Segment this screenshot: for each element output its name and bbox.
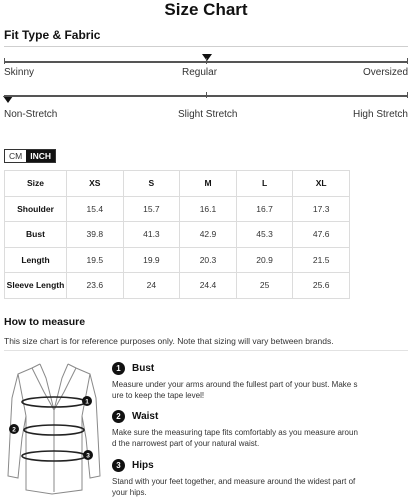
table-cell: 23.6 [67, 273, 124, 299]
fit-selected-marker-icon [202, 54, 212, 61]
table-cell: 16.7 [236, 196, 293, 222]
table-cell: 21.5 [293, 247, 350, 273]
table-cell: 17.3 [293, 196, 350, 222]
step-title-hips: Hips [132, 460, 154, 471]
step-number-badge: 2 [112, 410, 125, 423]
fabric-scale-tick [206, 92, 207, 98]
table-cell: 25.6 [293, 273, 350, 299]
table-cell: 45.3 [236, 222, 293, 248]
table-cell: 41.3 [123, 222, 180, 248]
fit-section-title: Fit Type & Fabric [4, 28, 101, 42]
column-header: Size [5, 171, 67, 197]
column-header: M [180, 171, 237, 197]
row-label: Length [5, 247, 67, 273]
column-header: L [236, 171, 293, 197]
jacket-diagram-icon [4, 358, 104, 498]
table-cell: 42.9 [180, 222, 237, 248]
table-cell: 25 [236, 273, 293, 299]
how-to-measure-title: How to measure [4, 316, 86, 328]
fit-label-skinny: Skinny [4, 67, 35, 78]
step-description: Make sure the measuring tape fits comfortably as you measure aroun d the narrowest part of your natural waist. [112, 428, 358, 448]
size-table [4, 170, 350, 299]
table-cell: 39.8 [67, 222, 124, 248]
diagram-marker-label: 2 [12, 426, 16, 434]
step-number-badge: 3 [112, 459, 125, 472]
table-cell: 15.7 [123, 196, 180, 222]
fabric-selected-marker-icon [3, 96, 13, 103]
table-row [5, 222, 350, 248]
table-cell: 15.4 [67, 196, 124, 222]
fit-label-regular: Regular [182, 67, 218, 78]
fabric-scale-tick [407, 92, 408, 98]
step-description: Stand with your feet together, and measure around the widest part of your hips. [112, 477, 356, 497]
fabric-label-non-stretch: Non-Stretch [4, 109, 58, 120]
step-title-waist: Waist [132, 411, 159, 422]
step-description: Measure under your arms around the fullest part of your bust. Make s ure to keep the tape level! [112, 380, 358, 400]
fit-scale-tick [206, 58, 207, 64]
row-label: Bust [5, 222, 67, 248]
table-header-row [5, 171, 350, 197]
page-title: Size Chart [164, 0, 248, 19]
table-row [5, 196, 350, 222]
fit-scale-tick [407, 58, 408, 64]
row-label: Sleeve Length [5, 273, 67, 299]
table-cell: 47.6 [293, 222, 350, 248]
table-row [5, 273, 350, 299]
unit-inch-button[interactable]: INCH [26, 150, 55, 162]
fit-scale-tick [4, 58, 5, 64]
diagram-marker-label: 3 [86, 452, 90, 460]
unit-cm-button[interactable]: CM [5, 150, 26, 162]
table-cell: 19.9 [123, 247, 180, 273]
column-header: S [123, 171, 180, 197]
diagram-marker-label: 1 [85, 398, 89, 406]
table-cell: 19.5 [67, 247, 124, 273]
table-cell: 24 [123, 273, 180, 299]
unit-toggle [4, 149, 56, 163]
table-row [5, 247, 350, 273]
table-cell: 20.9 [236, 247, 293, 273]
how-to-measure-note: This size chart is for reference purposes only. Note that sizing will vary between brands. [4, 336, 334, 346]
fabric-label-high-stretch: High Stretch [352, 109, 408, 120]
table-cell: 16.1 [180, 196, 237, 222]
section-divider [4, 350, 408, 351]
table-cell: 24.4 [180, 273, 237, 299]
column-header: XL [293, 171, 350, 197]
column-header: XS [67, 171, 124, 197]
section-divider [4, 46, 408, 47]
step-number-badge: 1 [112, 362, 125, 375]
row-label: Shoulder [5, 196, 67, 222]
fabric-label-slight-stretch: Slight Stretch [178, 109, 238, 120]
table-cell: 20.3 [180, 247, 237, 273]
fit-label-oversized: Oversized [362, 67, 408, 78]
step-title-bust: Bust [132, 363, 155, 374]
